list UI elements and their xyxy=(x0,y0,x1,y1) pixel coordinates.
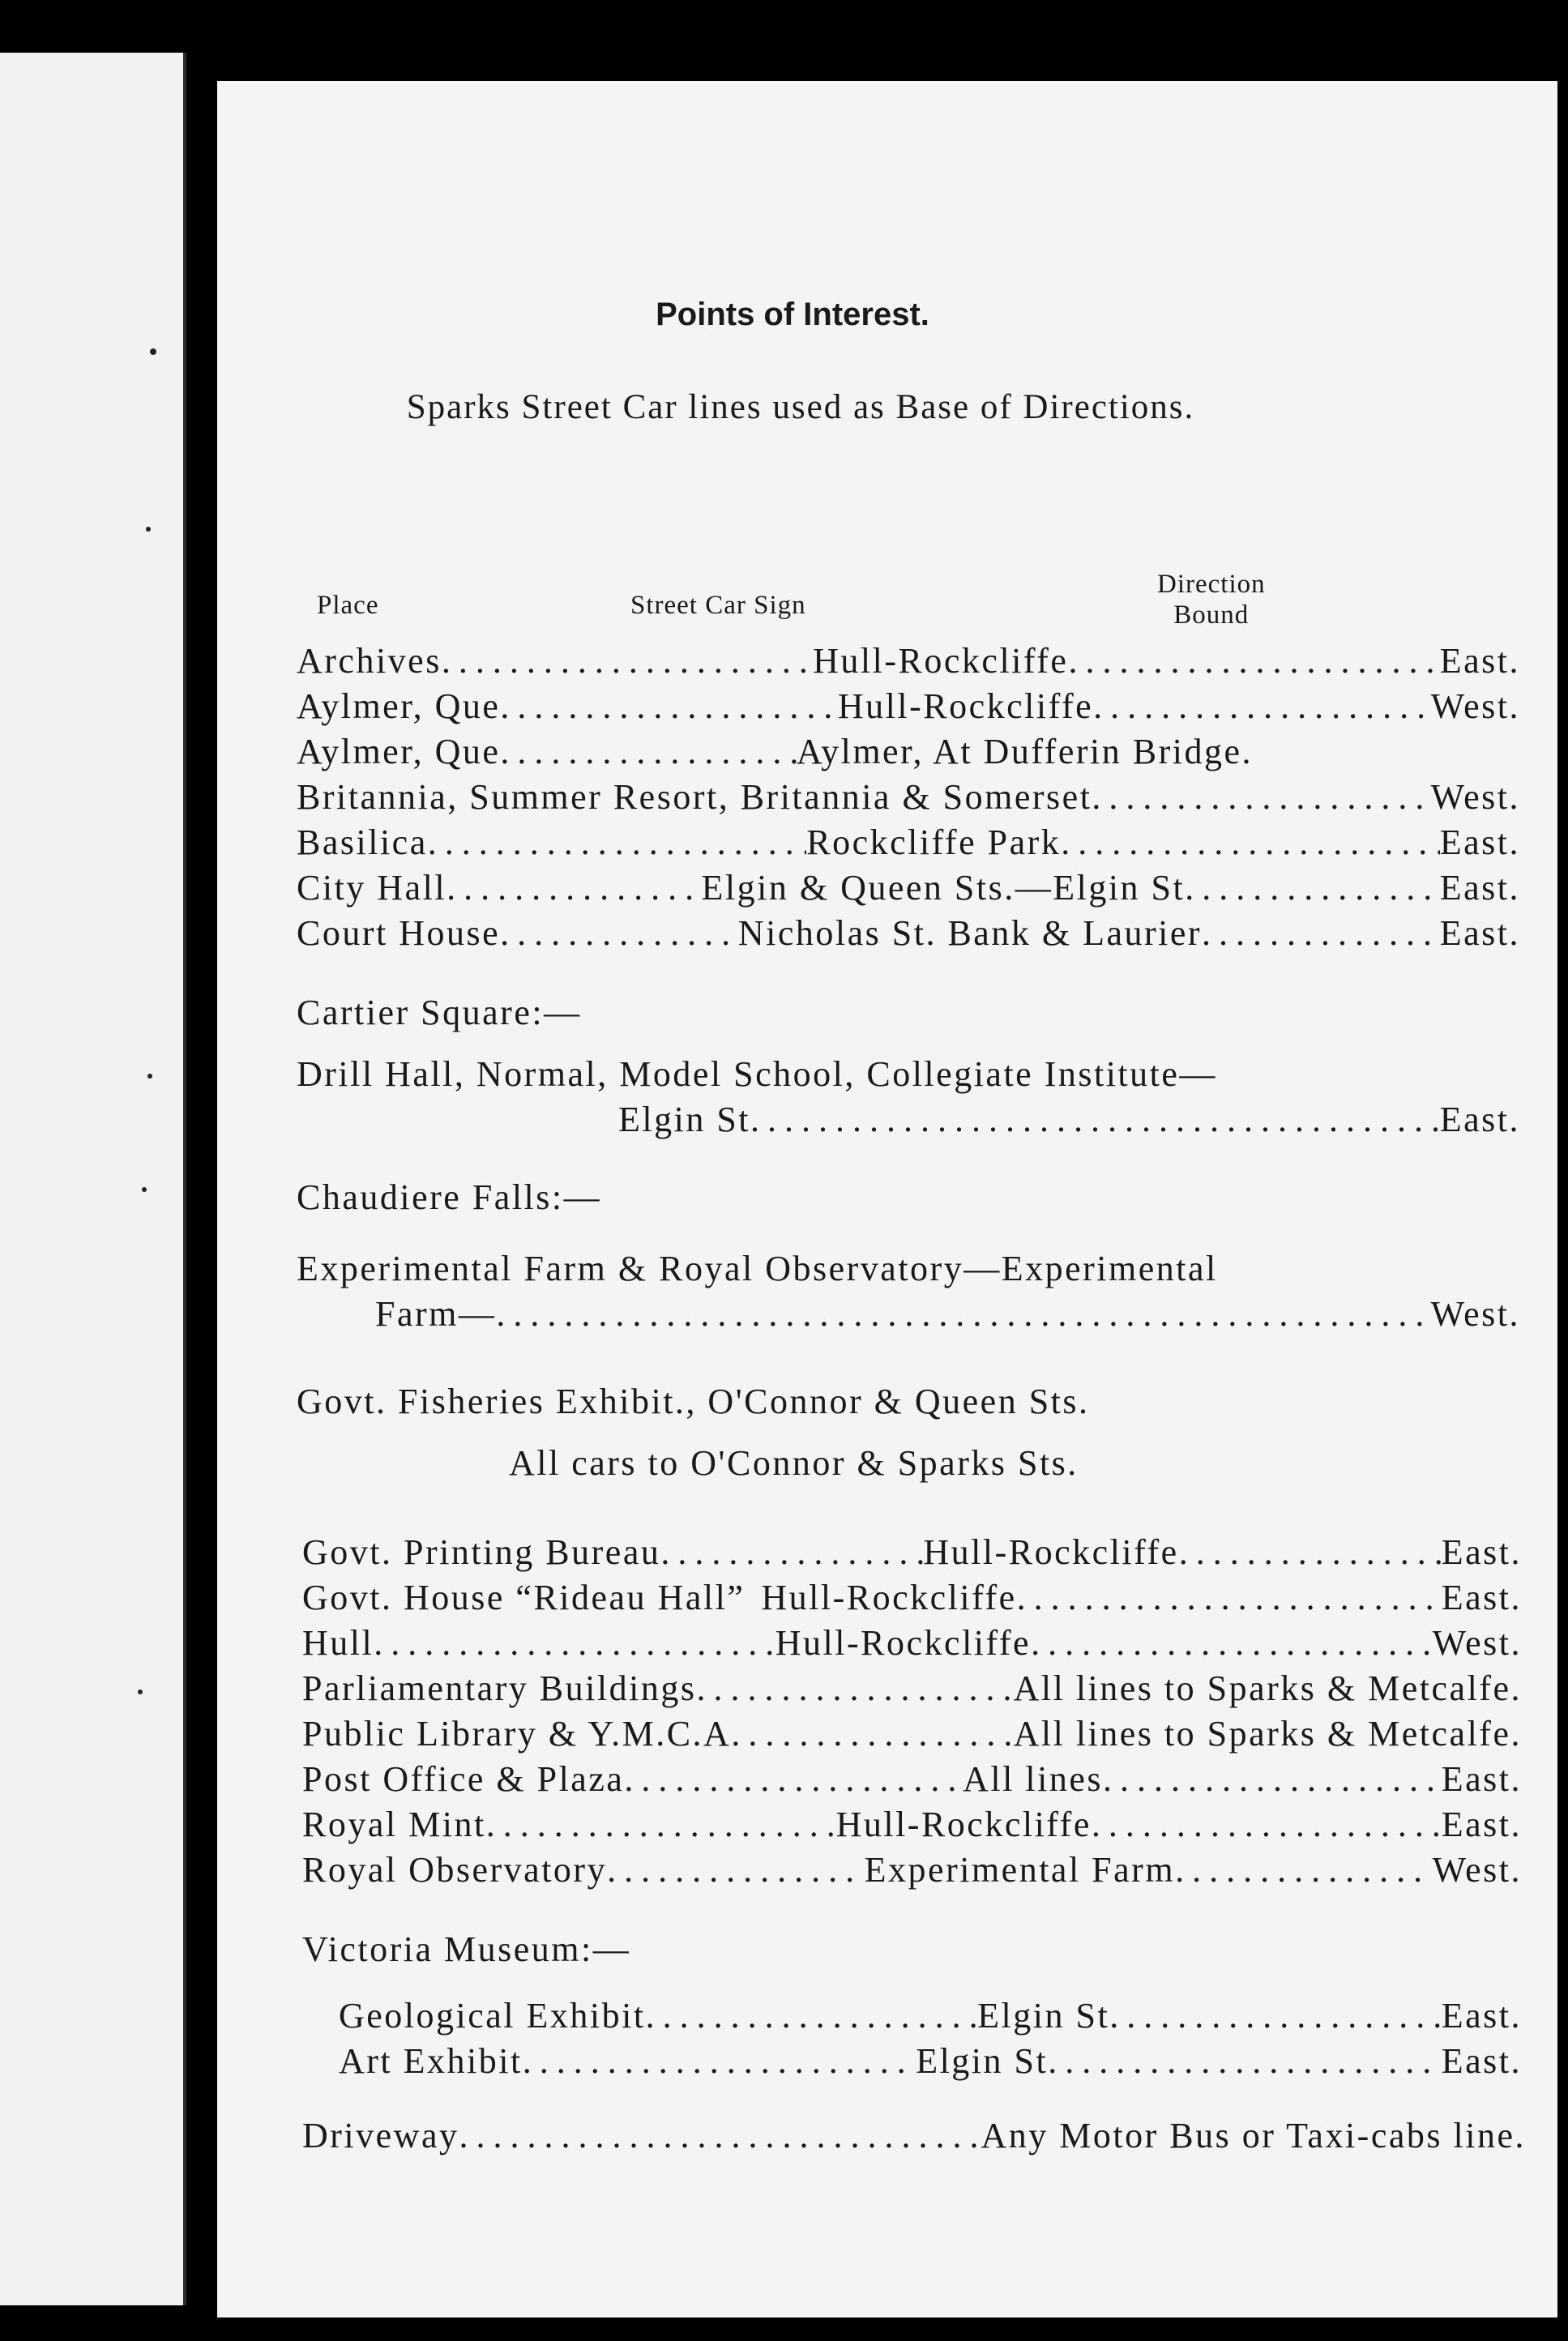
place-name: Aylmer, Que xyxy=(297,686,501,726)
list-item xyxy=(302,1849,1522,1895)
header-bound: Bound xyxy=(1173,600,1250,630)
facing-page-edge xyxy=(0,53,186,2305)
dot-leader xyxy=(1031,1622,1433,1664)
list-item xyxy=(302,1713,1522,1758)
header-place: Place xyxy=(317,591,379,620)
dot-leader xyxy=(500,731,796,772)
list-item xyxy=(302,1577,1522,1622)
dot-leader xyxy=(1202,912,1440,954)
list-item xyxy=(302,1622,1522,1668)
place-name: Govt. House “Rideau Hall” xyxy=(302,1578,746,1617)
street-car-sign: Hull-Rockcliffe xyxy=(923,1532,1179,1572)
list-item xyxy=(297,640,1520,686)
dot-leader xyxy=(1109,1995,1442,2036)
place-name: Basilica xyxy=(297,822,428,862)
street-car-sign: All lines to Sparks & Metcalfe. xyxy=(1013,1714,1522,1754)
page-title: Points of Interest. xyxy=(656,297,929,332)
dot-leader xyxy=(1103,1758,1442,1800)
cartier-line: Drill Hall, Normal, Model School, Collegiate Institute— xyxy=(297,1054,1217,1094)
dot-leader xyxy=(523,2040,916,2082)
place-name: Hull xyxy=(302,1623,374,1663)
place-name: Parliamentary Buildings xyxy=(302,1668,697,1708)
street-car-sign: Elgin St xyxy=(618,1100,751,1139)
place-name: Britannia, Summer Resort, Britannia & Somerset xyxy=(297,777,1092,817)
dot-leader xyxy=(624,1758,963,1800)
dot-leader xyxy=(646,1995,978,2036)
street-car-sign: All lines xyxy=(963,1759,1103,1799)
direction: East. xyxy=(1439,1100,1520,1139)
dot-leader xyxy=(660,1531,923,1573)
dot-leader xyxy=(607,1849,865,1890)
list-item xyxy=(339,2040,1522,2086)
dot-leader xyxy=(459,2115,981,2156)
dot-leader xyxy=(446,867,701,908)
list-item xyxy=(297,731,1253,776)
dot-leader xyxy=(442,640,813,681)
direction: West. xyxy=(1432,1850,1523,1890)
street-car-sign: Elgin St xyxy=(977,1996,1110,2036)
dot-leader xyxy=(1185,867,1439,908)
street-car-sign: Aylmer, At Dufferin Bridge. xyxy=(796,732,1253,771)
place-name: Royal Observatory xyxy=(302,1850,608,1890)
direction: East. xyxy=(1439,822,1521,862)
list-item xyxy=(302,1804,1522,1849)
street-car-sign: Hull-Rockcliffe xyxy=(835,1805,1092,1844)
place-name: Aylmer, Que xyxy=(297,732,501,771)
direction: West. xyxy=(1430,777,1520,817)
place-name: Archives xyxy=(297,641,442,681)
dot-leader xyxy=(750,1099,1440,1140)
direction: East. xyxy=(1439,913,1520,953)
place-name: Govt. Printing Bureau xyxy=(302,1532,661,1572)
header-direction-bound xyxy=(1157,569,1266,630)
dot-leader xyxy=(1175,1849,1433,1890)
dot-leader xyxy=(731,1713,1013,1754)
direction: West. xyxy=(1432,1623,1522,1663)
section-heading-chaudiere: Chaudiere Falls:— xyxy=(297,1177,602,1217)
list-item xyxy=(297,822,1520,867)
header-direction: Direction xyxy=(1157,570,1266,599)
document-page xyxy=(217,81,1557,2318)
direction: West. xyxy=(1430,1294,1520,1334)
dot-leader xyxy=(1092,776,1430,818)
list-item xyxy=(297,686,1520,731)
direction: East. xyxy=(1441,1759,1522,1799)
scan-speck xyxy=(147,1074,152,1079)
direction: West. xyxy=(1430,686,1520,726)
direction: East. xyxy=(1441,2041,1522,2081)
dot-leader xyxy=(696,1668,1013,1709)
place-name: Art Exhibit xyxy=(339,2041,523,2081)
street-car-sign: Any Motor Bus or Taxi-cabs line. xyxy=(981,2116,1526,2155)
dot-leader xyxy=(1068,640,1439,681)
section-heading-victoria: Victoria Museum:— xyxy=(302,1929,631,1969)
page-subtitle: Sparks Street Car lines used as Base of Directions. xyxy=(406,388,1195,426)
list-item xyxy=(297,776,1520,822)
dot-leader xyxy=(1093,686,1430,727)
place-name: Public Library & Y.M.C.A xyxy=(302,1714,732,1754)
dot-leader xyxy=(1092,1804,1442,1845)
scan-speck xyxy=(138,1690,143,1694)
place-name: Court House xyxy=(297,913,501,953)
street-car-sign: All lines to Sparks & Metcalfe. xyxy=(1013,1668,1522,1708)
list-item xyxy=(297,867,1520,912)
chaudiere-line: Experimental Farm & Royal Observatory—Experimental xyxy=(297,1249,1218,1288)
list-item xyxy=(302,1668,1522,1713)
street-car-sign: Experimental Farm xyxy=(864,1850,1176,1890)
scan-speck xyxy=(142,1187,147,1192)
dot-leader xyxy=(496,1293,1430,1335)
direction: East. xyxy=(1441,1532,1522,1572)
place-name: Geological Exhibit xyxy=(339,1996,646,2036)
list-item xyxy=(297,912,1520,958)
list-item xyxy=(618,1099,1520,1144)
direction: East. xyxy=(1441,1805,1523,1844)
list-item xyxy=(302,1758,1522,1804)
street-car-sign: Hull-Rockcliffe xyxy=(813,641,1069,681)
place-name: Royal Mint xyxy=(302,1805,486,1844)
dot-leader xyxy=(500,912,738,954)
scan-speck xyxy=(150,348,156,355)
direction: East. xyxy=(1439,641,1521,681)
street-car-sign: Elgin & Queen Sts.—Elgin St xyxy=(701,868,1186,908)
fisheries-line: Govt. Fisheries Exhibit., O'Connor & Queen Sts. xyxy=(297,1382,1090,1421)
street-car-sign: Hull-Rockcliffe xyxy=(837,686,1094,726)
street-car-sign: Elgin St xyxy=(916,2041,1049,2081)
list-item xyxy=(339,1995,1522,2040)
street-car-sign: Hull-Rockcliffe xyxy=(761,1578,1017,1617)
list-item xyxy=(302,2115,1526,2160)
dot-leader xyxy=(486,1804,836,1845)
header-street-car-sign: Street Car Sign xyxy=(630,591,806,620)
fisheries-cars-line: All cars to O'Connor & Sparks Sts. xyxy=(509,1443,1079,1483)
dot-leader xyxy=(428,822,806,863)
dot-leader xyxy=(1179,1531,1442,1573)
place-name: City Hall xyxy=(297,868,447,908)
direction: East. xyxy=(1441,1996,1523,2036)
dot-leader xyxy=(1061,822,1439,863)
dot-leader xyxy=(1048,2040,1442,2082)
dot-leader xyxy=(500,686,837,727)
scan-speck xyxy=(146,527,151,532)
street-car-sign: Rockcliffe Park xyxy=(806,822,1062,862)
dot-leader xyxy=(1017,1577,1442,1618)
street-car-sign: Hull-Rockcliffe xyxy=(775,1623,1032,1663)
dot-leader xyxy=(374,1622,775,1664)
street-car-sign: Nicholas St. Bank & Laurier xyxy=(737,913,1203,953)
street-car-sign: Farm— xyxy=(375,1294,497,1334)
direction: East. xyxy=(1439,868,1520,908)
direction: East. xyxy=(1441,1578,1522,1617)
list-item xyxy=(375,1293,1520,1339)
place-name: Driveway xyxy=(302,2116,459,2155)
section-heading-cartier: Cartier Square:— xyxy=(297,993,582,1032)
list-item xyxy=(302,1531,1522,1577)
place-name: Post Office & Plaza xyxy=(302,1759,625,1799)
